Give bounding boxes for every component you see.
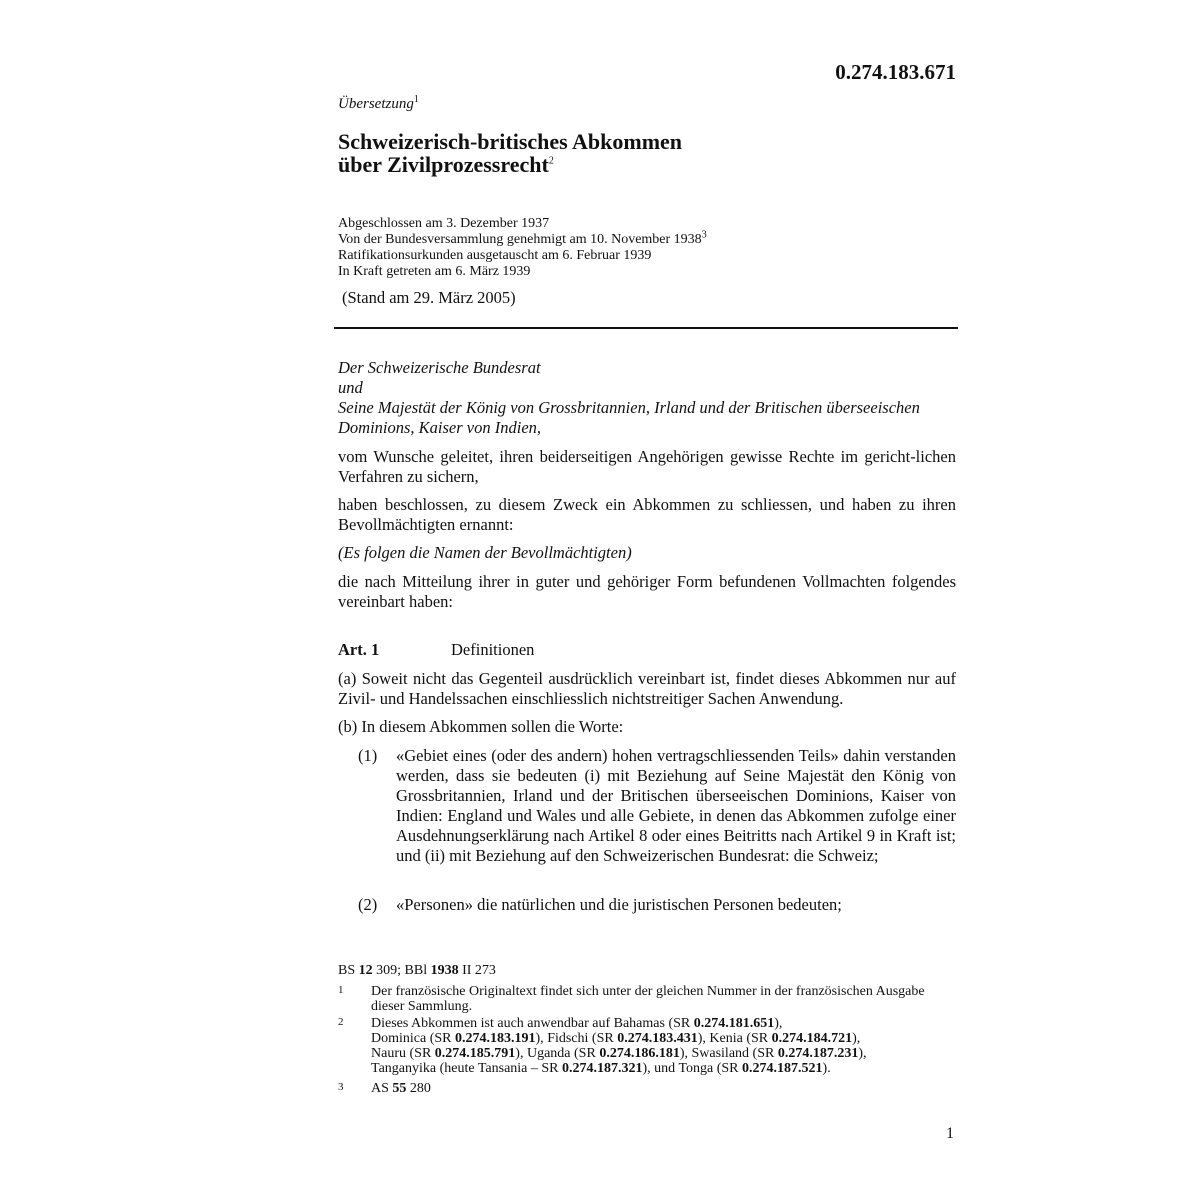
footnote-3-text: AS 55 280	[371, 1081, 431, 1096]
preamble-paragraph-2: haben beschlossen, zu diesem Zweck ein Abkommen zu schliessen, und haben zu ihren Bevollmächtigten ernannt:	[338, 495, 956, 534]
document-title: Schweizerisch-britisches Abkommen über Zivilprozessrecht$^2$	[338, 129, 683, 177]
metadata-block	[338, 216, 938, 280]
preamble-paragraph-3: die nach Mitteilung ihrer in guter und gehöriger Form befundenen Vollmachten folgendes vereinbart haben:	[338, 572, 956, 611]
footnote-2-number: 2	[338, 1016, 344, 1028]
ratification-date: Ratifikationsurkunden ausgetauscht am 6. Februar 1939	[338, 248, 652, 263]
footnote-3-number: 3	[338, 1081, 344, 1093]
article-1-para-b: (b) In diesem Abkommen sollen die Worte:	[338, 717, 624, 736]
footnote-ref-2[interactable]: 2	[548, 155, 554, 167]
status-date: (Stand am 29. März 2005)	[342, 288, 516, 307]
footnote-1-text: Der französische Originaltext findet sich unter der gleichen Nummer in der französischen Ausgabe dieser Sammlung.	[371, 984, 925, 1014]
preamble-and: und	[338, 378, 363, 397]
header-divider	[334, 327, 958, 329]
footnote-2-text: Dieses Abkommen ist auch anwendbar auf Bahamas (SR 0.274.181.651), Dominica (SR 0.274.183.191), Fidschi (SR 0.274.183.431), Kenia (SR 0.274.184.721), Nauru (SR 0.274.185.791), Uganda (SR 0.274.186.181), Swasiland (SR 0.274.187.231), Tanganyika (heute Tansania – SR 0.274.187.321), und Tonga (SR 0.274.187.521).	[371, 1016, 867, 1076]
sr-number: 0.274.183.671	[835, 60, 956, 84]
footnote-ref-3[interactable]: 3	[701, 229, 707, 241]
footnote-1-number: 1	[338, 984, 344, 996]
concluded-date: Abgeschlossen am 3. Dezember 1937	[338, 216, 550, 231]
list-item-number: (1)	[358, 746, 378, 765]
article-1-label: Art. 1	[338, 640, 380, 659]
preamble-party-1: Der Schweizerische Bundesrat	[338, 358, 541, 377]
translation-label: Übersetzung$^1$	[338, 94, 419, 112]
in-force-date: In Kraft getreten am 6. März 1939	[338, 264, 531, 279]
preamble-party-2: Seine Majestät der König von Grossbritannien, Irland und der Britischen überseeischen Dominions, Kaiser von Indien,	[338, 398, 920, 437]
source-citation: BS 12 309; BBl 1938 II 273	[338, 963, 496, 978]
article-1-para-a: (a) Soweit nicht das Gegenteil ausdrücklich vereinbart ist, findet dieses Abkommen nur auf Zivil- und Handelssachen einschliesslich nichtstreitiger Sachen Anwendung.	[338, 669, 956, 708]
preamble-paragraph-1: vom Wunsche geleitet, ihren beiderseitigen Angehörigen gewisse Rechte im gericht-lichen Verfahren zu sichern,	[338, 447, 956, 486]
plenipotentiaries-note: (Es folgen die Namen der Bevollmächtigten)	[338, 543, 632, 562]
article-1-title: Definitionen	[451, 640, 535, 659]
list-item-text: «Personen» die natürlichen und die juristischen Personen bedeuten;	[396, 895, 842, 914]
page-number: 1	[946, 1125, 954, 1142]
list-item-text: «Gebiet eines (oder des andern) hohen vertragschliessenden Teils» dahin verstanden werden, dass sie bedeuten (i) mit Beziehung auf Seine Majestät den König von Grossbritannien, Irland und der Britischen überseeischen Dominions, Kaiser von Indien: England und Wales und alle Gebiete, in denen das Abkommen zufolge einer Ausdehnungserklärung nach Artikel 8 oder eines Beitritts nach Artikel 9 in Kraft ist; und (ii) mit Beziehung auf den Schweizerischen Bundesrat: die Schweiz;	[396, 746, 956, 865]
list-item-number: (2)	[358, 895, 378, 914]
footnote-ref-1[interactable]: 1	[413, 94, 419, 105]
approved-date: Von der Bundesversammlung genehmigt am 10. November 1938$^3$	[338, 229, 707, 247]
